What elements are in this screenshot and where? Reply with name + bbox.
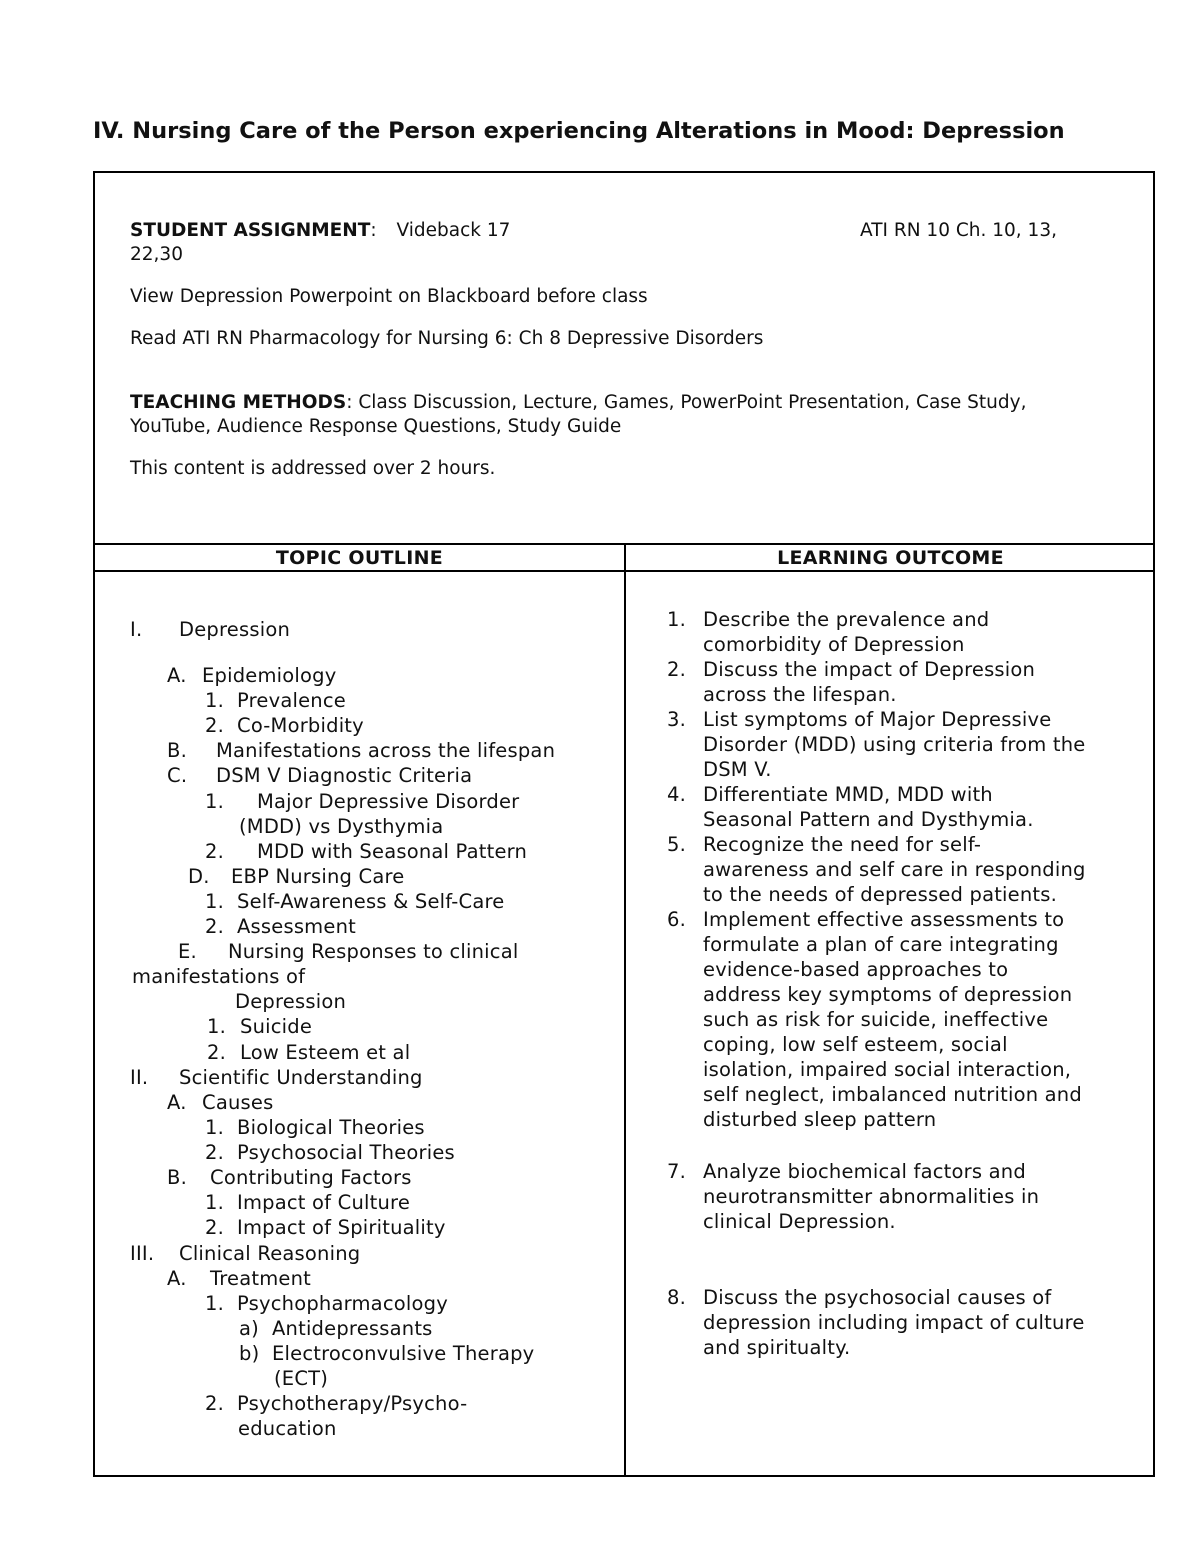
- outline-marker: 2.: [205, 1392, 225, 1415]
- outline-item: Causes: [202, 1091, 274, 1114]
- learning-outcome-header: LEARNING OUTCOME: [777, 547, 1004, 569]
- outline-item: Prevalence: [237, 689, 346, 712]
- outline-item: EBP Nursing Care: [231, 865, 405, 888]
- outline-marker: b): [239, 1342, 260, 1365]
- outcome-number: 6.: [667, 908, 687, 931]
- outcome-text-line: depression including impact of culture: [703, 1311, 1085, 1334]
- outline-marker: A.: [167, 1267, 187, 1290]
- outcome-text-line: Discuss the psychosocial causes of: [703, 1286, 1052, 1309]
- outcome-text-line: awareness and self care in responding: [703, 858, 1086, 881]
- course-table: [93, 171, 1155, 1477]
- outline-marker: 1.: [205, 689, 225, 712]
- outline-item: Treatment: [210, 1267, 312, 1290]
- outline-item: Electroconvulsive Therapy: [272, 1342, 535, 1365]
- outline-marker: A.: [167, 1091, 187, 1114]
- outline-item: Psychosocial Theories: [237, 1141, 455, 1164]
- outline-marker: A.: [167, 664, 187, 687]
- outline-marker: I.: [130, 618, 143, 641]
- outline-marker: D.: [188, 865, 210, 888]
- outcome-text-line: comorbidity of Depression: [703, 633, 965, 656]
- outcome-text-line: Implement effective assessments to: [703, 908, 1065, 931]
- outline-marker: 2.: [205, 1216, 225, 1239]
- outline-item: Biological Theories: [237, 1116, 425, 1139]
- outcome-text-line: disturbed sleep pattern: [703, 1108, 937, 1131]
- column-divider: [624, 544, 626, 1475]
- teaching-methods: TEACHING METHODS: Class Discussion, Lecture, Games, PowerPoint Presentation, Case Study,: [130, 392, 1027, 413]
- outcome-text-line: Seasonal Pattern and Dysthymia.: [703, 808, 1034, 831]
- assignment-reading: Read ATI RN Pharmacology for Nursing 6: Ch 8 Depressive Disorders: [130, 328, 764, 349]
- outcome-text-line: across the lifespan.: [703, 683, 897, 706]
- outline-item: Psychotherapy/Psycho-: [237, 1392, 468, 1415]
- outcome-text-line: such as risk for suicide, ineffective: [703, 1008, 1049, 1031]
- duration-text: This content is addressed over 2 hours.: [130, 458, 496, 479]
- outline-item: Depression: [235, 990, 347, 1013]
- outline-item: (MDD) vs Dysthymia: [239, 815, 444, 838]
- topic-outline-header: TOPIC OUTLINE: [275, 547, 444, 569]
- assignment-section: [130, 219, 1120, 481]
- outline-item: Impact of Spirituality: [237, 1216, 446, 1239]
- outline-marker: E.: [178, 940, 197, 963]
- outline-marker: 1.: [207, 1015, 227, 1038]
- outline-item: Major Depressive Disorder: [257, 790, 520, 813]
- outline-item: Psychopharmacology: [237, 1292, 448, 1315]
- outline-marker: 1.: [205, 1116, 225, 1139]
- outline-marker: 2.: [205, 1141, 225, 1164]
- outcome-text-line: isolation, impaired social interaction,: [703, 1058, 1072, 1081]
- outcome-text-line: DSM V.: [703, 758, 772, 781]
- outline-marker: II.: [130, 1066, 149, 1089]
- assignment-powerpoint: View Depression Powerpoint on Blackboard before class: [130, 286, 648, 307]
- outcome-text-line: address key symptoms of depression: [703, 983, 1073, 1006]
- outline-item: Contributing Factors: [210, 1166, 412, 1189]
- outline-marker: III.: [130, 1242, 155, 1265]
- outcome-text-line: formulate a plan of care integrating: [703, 933, 1059, 956]
- assignment-label: STUDENT ASSIGNMENT: [130, 220, 371, 241]
- outline-marker: 1.: [205, 1191, 225, 1214]
- outcome-text-line: Analyze biochemical factors and: [703, 1160, 1026, 1183]
- outcome-number: 1.: [667, 608, 687, 631]
- outline-item: Depression: [179, 618, 291, 641]
- teaching-line2: YouTube, Audience Response Questions, Study Guide: [130, 416, 622, 437]
- outcome-number: 2.: [667, 658, 687, 681]
- outcome-text-line: List symptoms of Major Depressive: [703, 708, 1052, 731]
- outcome-text-line: Discuss the impact of Depression: [703, 658, 1036, 681]
- outline-item: Assessment: [237, 915, 356, 938]
- outline-marker: 2.: [205, 840, 225, 863]
- outcome-number: 5.: [667, 833, 687, 856]
- outline-item: Epidemiology: [202, 664, 337, 687]
- outline-item: MDD with Seasonal Pattern: [257, 840, 528, 863]
- outcome-text-line: and spiritualty.: [703, 1336, 851, 1359]
- assignment-ati: ATI RN 10 Ch. 10, 13,: [860, 220, 1057, 241]
- outline-marker: 2.: [205, 714, 225, 737]
- outcome-text-line: Disorder (MDD) using criteria from the: [703, 733, 1086, 756]
- outcome-text-line: Recognize the need for self-: [703, 833, 982, 856]
- outline-marker: C.: [167, 764, 188, 787]
- outline-item: (ECT): [274, 1367, 329, 1390]
- teaching-label: TEACHING METHODS: [130, 392, 347, 413]
- outline-item: Impact of Culture: [237, 1191, 411, 1214]
- page-title: IV. Nursing Care of the Person experiencing Alterations in Mood: Depression: [93, 118, 1065, 144]
- outline-marker: B.: [167, 739, 187, 762]
- outline-marker: 2.: [207, 1041, 227, 1064]
- outline-marker: 1.: [205, 890, 225, 913]
- outline-marker: a): [239, 1317, 259, 1340]
- outline-item: Manifestations across the lifespan: [216, 739, 556, 762]
- outline-item: Antidepressants: [272, 1317, 433, 1340]
- outline-item: Co-Morbidity: [237, 714, 364, 737]
- outline-item: Nursing Responses to clinical: [228, 940, 519, 963]
- assignment-video: Videback 17: [396, 220, 511, 241]
- outcome-text-line: Describe the prevalence and: [703, 608, 990, 631]
- outcome-number: 8.: [667, 1286, 687, 1309]
- assignment-line: STUDENT ASSIGNMENT: Videback 17 ATI RN 10 Ch. 10, 13,: [130, 220, 1057, 241]
- outcome-number: 7.: [667, 1160, 687, 1183]
- outline-marker: 1.: [205, 1292, 225, 1315]
- outline-item: DSM V Diagnostic Criteria: [216, 764, 473, 787]
- assignment-ati-cont: 22,30: [130, 244, 183, 265]
- outcome-text-line: evidence-based approaches to: [703, 958, 1009, 981]
- outcome-text-line: coping, low self esteem, social: [703, 1033, 1008, 1056]
- outcome-number: 4.: [667, 783, 687, 806]
- outline-marker: 1.: [205, 790, 225, 813]
- outline-item: Suicide: [240, 1015, 313, 1038]
- outline-marker: B.: [167, 1166, 187, 1189]
- teaching-line1: Class Discussion, Lecture, Games, PowerPoint Presentation, Case Study,: [358, 392, 1027, 413]
- outline-item: Scientific Understanding: [179, 1066, 423, 1089]
- outcome-text-line: to the needs of depressed patients.: [703, 883, 1058, 906]
- outline-item: Low Esteem et al: [240, 1041, 411, 1064]
- outcome-text-line: clinical Depression.: [703, 1210, 896, 1233]
- outline-item: manifestations of: [132, 965, 306, 988]
- outline-item: Self-Awareness & Self-Care: [237, 890, 505, 913]
- outline-marker: 2.: [205, 915, 225, 938]
- outcome-number: 3.: [667, 708, 687, 731]
- outcome-text-line: self neglect, imbalanced nutrition and: [703, 1083, 1082, 1106]
- outcome-text-line: neurotransmitter abnormalities in: [703, 1185, 1040, 1208]
- outcome-text-line: Differentiate MMD, MDD with: [703, 783, 993, 806]
- outline-item: Clinical Reasoning: [179, 1242, 361, 1265]
- outline-item: education: [238, 1417, 337, 1440]
